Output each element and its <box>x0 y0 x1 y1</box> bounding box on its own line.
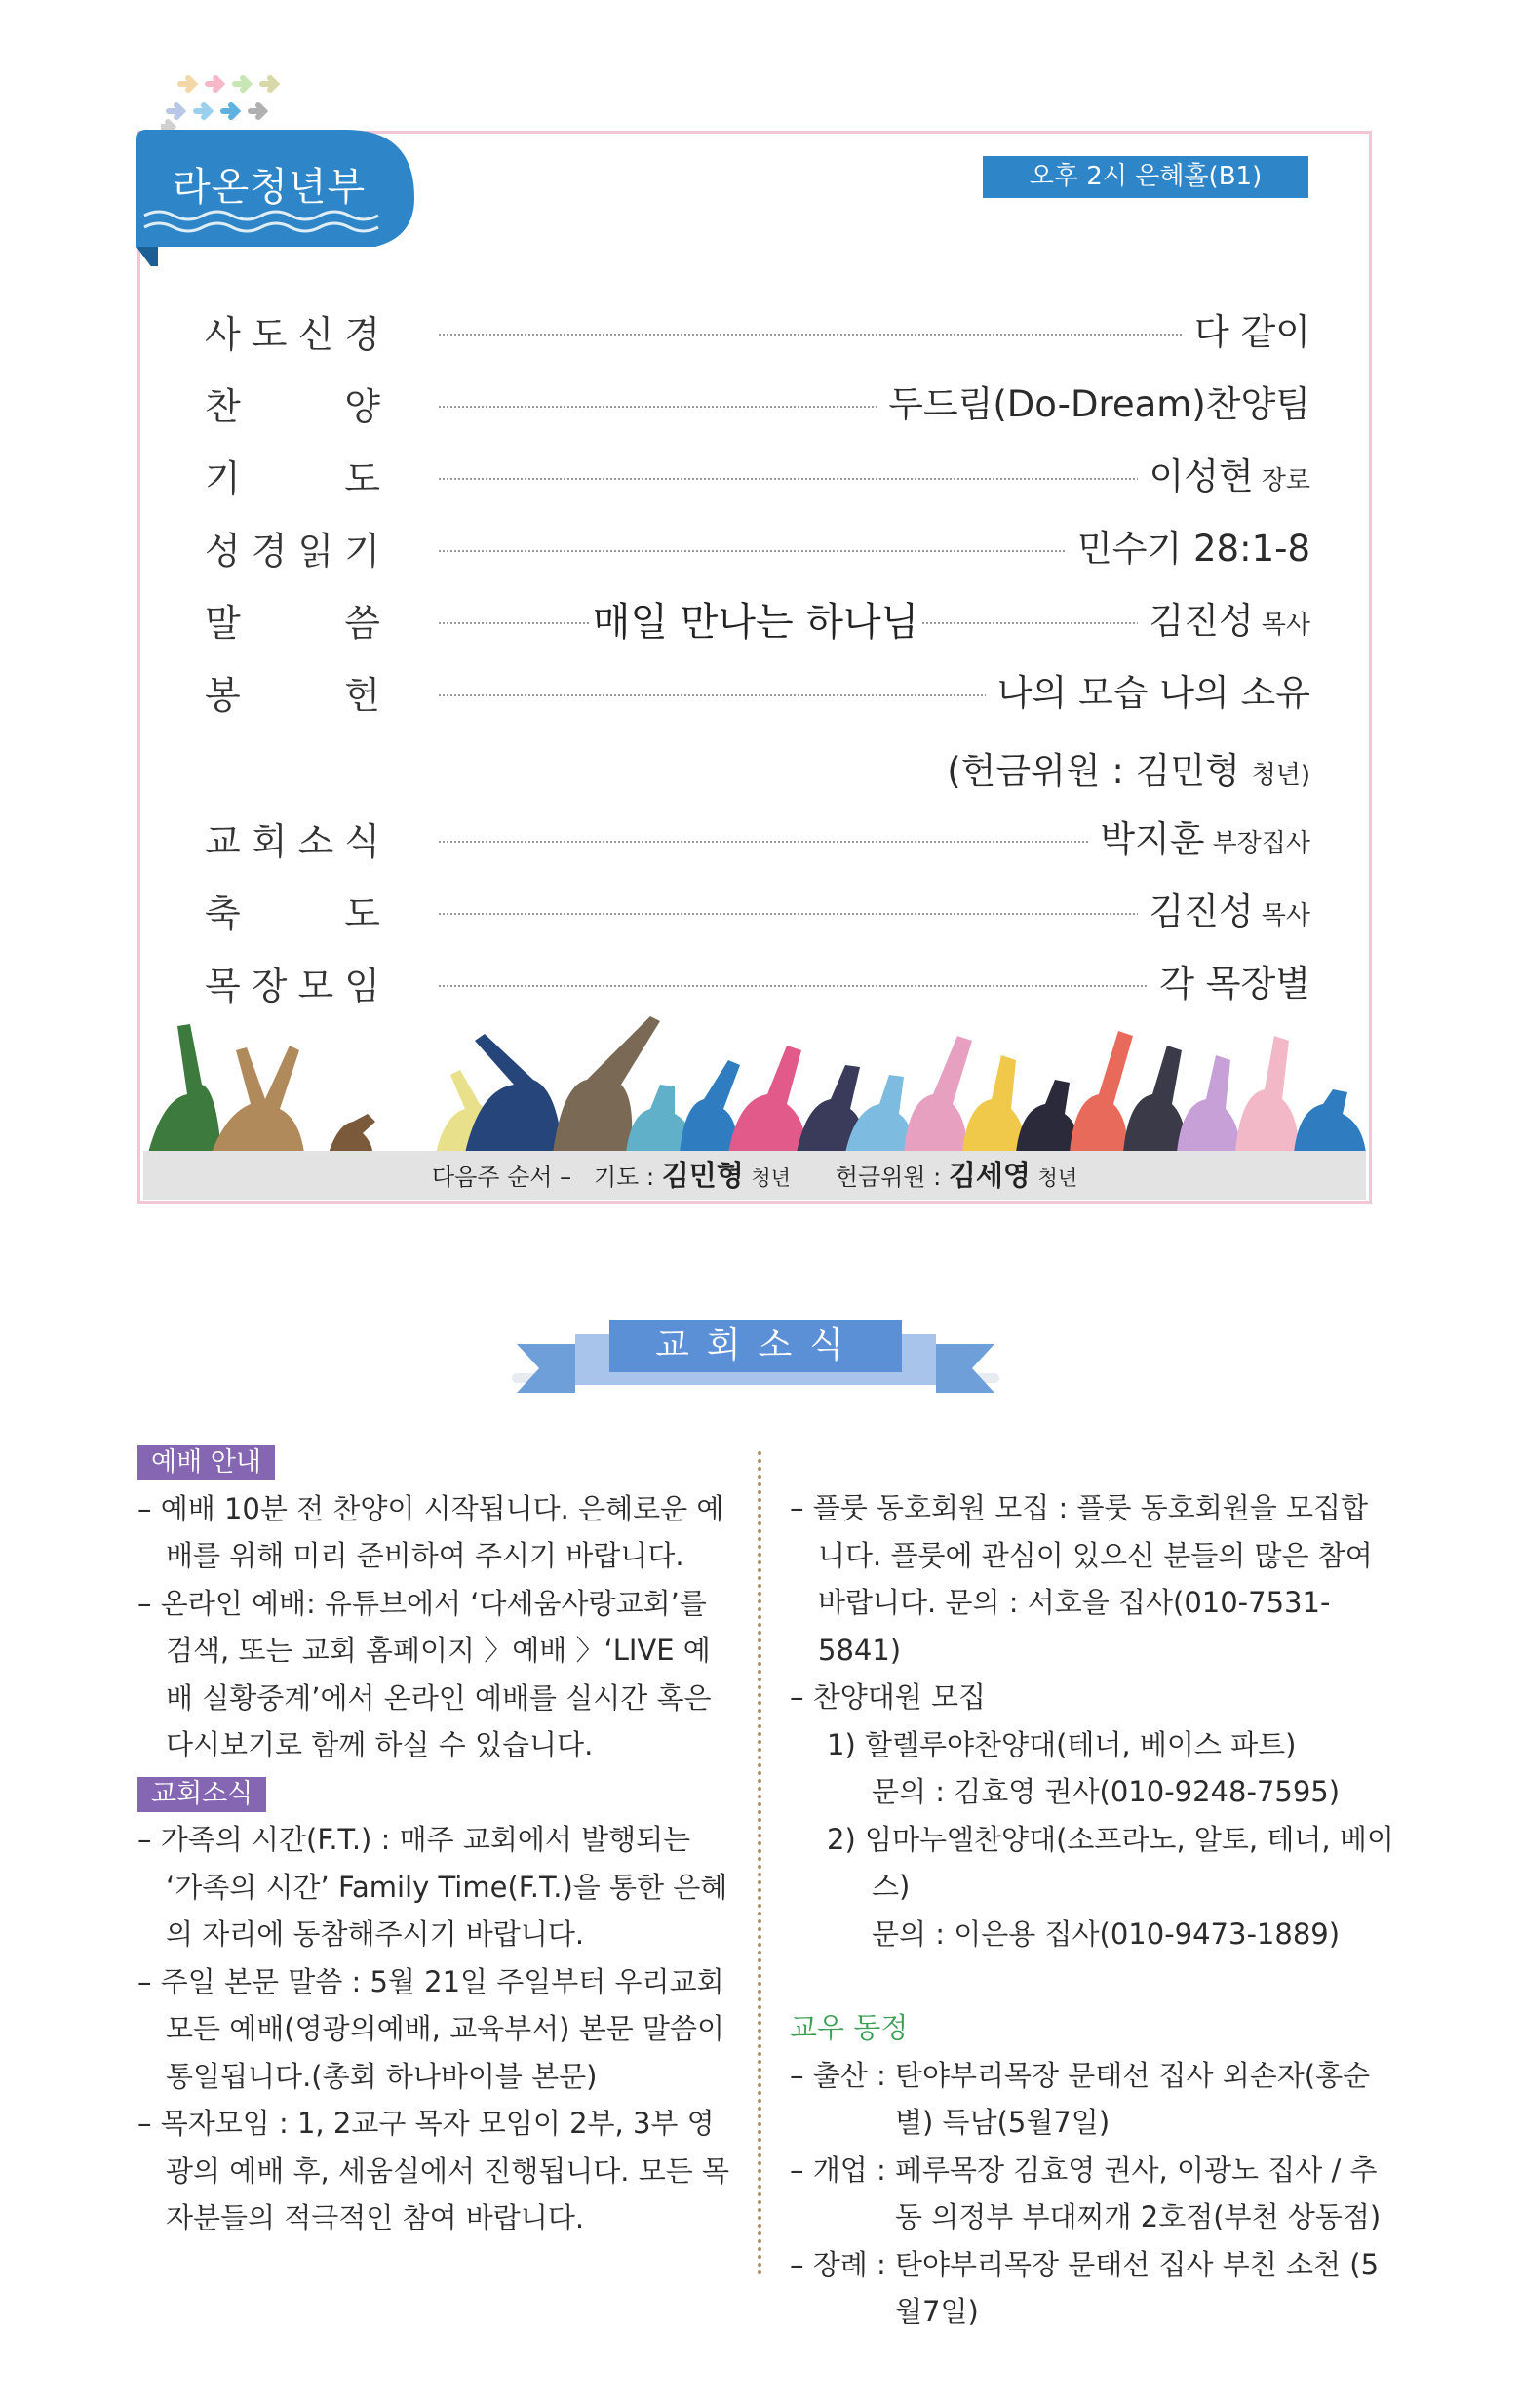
list-item: – 개업 : 페루목장 김효영 권사, 이광노 집사 / 추동 의정부 부대찌개 2호점(부천 상동점) <box>790 2152 1382 2233</box>
time-location-badge: 오후 2시 은혜홀(B1) <box>983 156 1308 198</box>
order-value: 나의 모습 나의 소유 <box>986 663 1310 716</box>
offering-committee: (헌금위원 : 김민형 청년) <box>947 750 1310 792</box>
list-item: – 출산 : 탄야부리목장 문태선 집사 외손자(홍순별) 득남(5월7일) <box>790 2058 1371 2139</box>
order-row-praise <box>205 376 1310 435</box>
member-news-heading: 교우 동정 <box>790 2011 909 2044</box>
next-week-order: 다음주 순서 – 기도 : 김민형 청년 헌금위원 : 김세영 청년 <box>143 1151 1366 1200</box>
order-label: 말 씀 <box>205 602 380 645</box>
list-item: – 가족의 시간(F.T.) : 매주 교회에서 발행되는 ‘가족의 시간’ Family Time(F.T.)을 통한 은혜의 자리에 동참해주시기 바랍니다. <box>137 1823 728 1951</box>
order-row-offering <box>205 665 1310 724</box>
order-value: 두드림(Do-Dream)찬양팀 <box>877 375 1310 427</box>
order-value: 김진성 목사 <box>1138 882 1310 934</box>
church-news-tag: 교회소식 <box>137 1777 266 1812</box>
order-label: 사 도 신 경 <box>205 313 380 356</box>
news-section-title: 교회소식 <box>654 1325 862 1365</box>
order-label: 성 경 읽 기 <box>205 530 380 572</box>
dotted-leader <box>439 334 1310 336</box>
order-label: 교 회 소 식 <box>205 820 380 863</box>
list-subitem-contact: 문의 : 이은용 집사(010-9473-1889) <box>872 1916 1341 1951</box>
arrow-decoration-icon <box>161 70 297 138</box>
group-name: 라온청년부 <box>173 165 367 210</box>
order-row-announcements <box>205 811 1310 870</box>
list-subitem: 2) 임마누엘찬양대(소프라노, 알토, 테너, 베이스) <box>827 1822 1394 1903</box>
list-item: – 예배 10분 전 찬양이 시작됩니다. 은혜로운 예배를 위해 미리 준비하여 주시기 바랍니다. <box>137 1491 724 1572</box>
order-value: 김진성 목사 <box>1138 591 1310 644</box>
order-row-cell-meeting <box>205 956 1310 1014</box>
sermon-title: 매일 만나는 하나님 <box>590 591 921 647</box>
order-value: 민수기 28:1-8 <box>1066 519 1310 572</box>
order-label: 찬 양 <box>205 385 380 428</box>
list-item: – 찬양대원 모집 <box>790 1680 987 1714</box>
order-row-prayer <box>205 449 1310 507</box>
order-row-benediction <box>205 884 1310 942</box>
order-row-creed <box>205 304 1310 363</box>
order-label: 목 장 모 임 <box>205 965 380 1007</box>
list-item: – 장례 : 탄야부리목장 문태선 집사 부친 소천 (5월7일) <box>790 2247 1380 2328</box>
order-value: 박지훈 부장집사 <box>1088 809 1310 862</box>
list-subitem-contact: 문의 : 김효영 권사(010-9248-7595) <box>872 1775 1341 1808</box>
order-value: 다 같이 <box>1183 302 1310 355</box>
list-item: – 주일 본문 말씀 : 5월 21일 주일부터 우리교회 모든 예배(영광의예배, 교육부서) 본문 말씀이 통일됩니다.(총회 하나바이블 본문) <box>137 1964 724 2093</box>
order-value: 이성현 장로 <box>1138 447 1310 499</box>
column-divider <box>758 1451 761 2275</box>
news-left-column <box>137 1438 732 2242</box>
order-row-sermon <box>205 593 1310 651</box>
order-label: 축 도 <box>205 892 380 935</box>
news-right-column <box>790 1484 1394 2336</box>
order-label: 기 도 <box>205 457 380 500</box>
list-item: – 목자모임 : 1, 2교구 목자 모임이 2부, 3부 영광의 예배 후, 세움실에서 진행됩니다. 모든 목자분들의 적극적인 참여 바랍니다. <box>137 2107 729 2234</box>
list-item: – 플룻 동호회원 모집 : 플룻 동호회원을 모집합니다. 플룻에 관심이 있으신 분들의 많은 참여 바랍니다. 문의 : 서호을 집사(010-7531-5841) <box>790 1491 1373 1667</box>
order-value: 각 목장별 <box>1148 954 1310 1007</box>
worship-info-tag: 예배 안내 <box>137 1445 275 1480</box>
list-subitem: 1) 할렐루야찬양대(테너, 베이스 파트) <box>827 1727 1297 1761</box>
order-label: 봉 헌 <box>205 674 380 717</box>
order-row-scripture <box>205 521 1310 579</box>
list-item: – 온라인 예배: 유튜브에서 ‘다세움사랑교회’를 검색, 또는 교회 홈페이지 〉예배 〉‘LIVE 예배 실황중계’에서 온라인 예배를 실시간 혹은 다시보기로 함께 하실 수 있습니다. <box>137 1586 712 1761</box>
worship-crowd-illustration <box>143 1007 1366 1153</box>
